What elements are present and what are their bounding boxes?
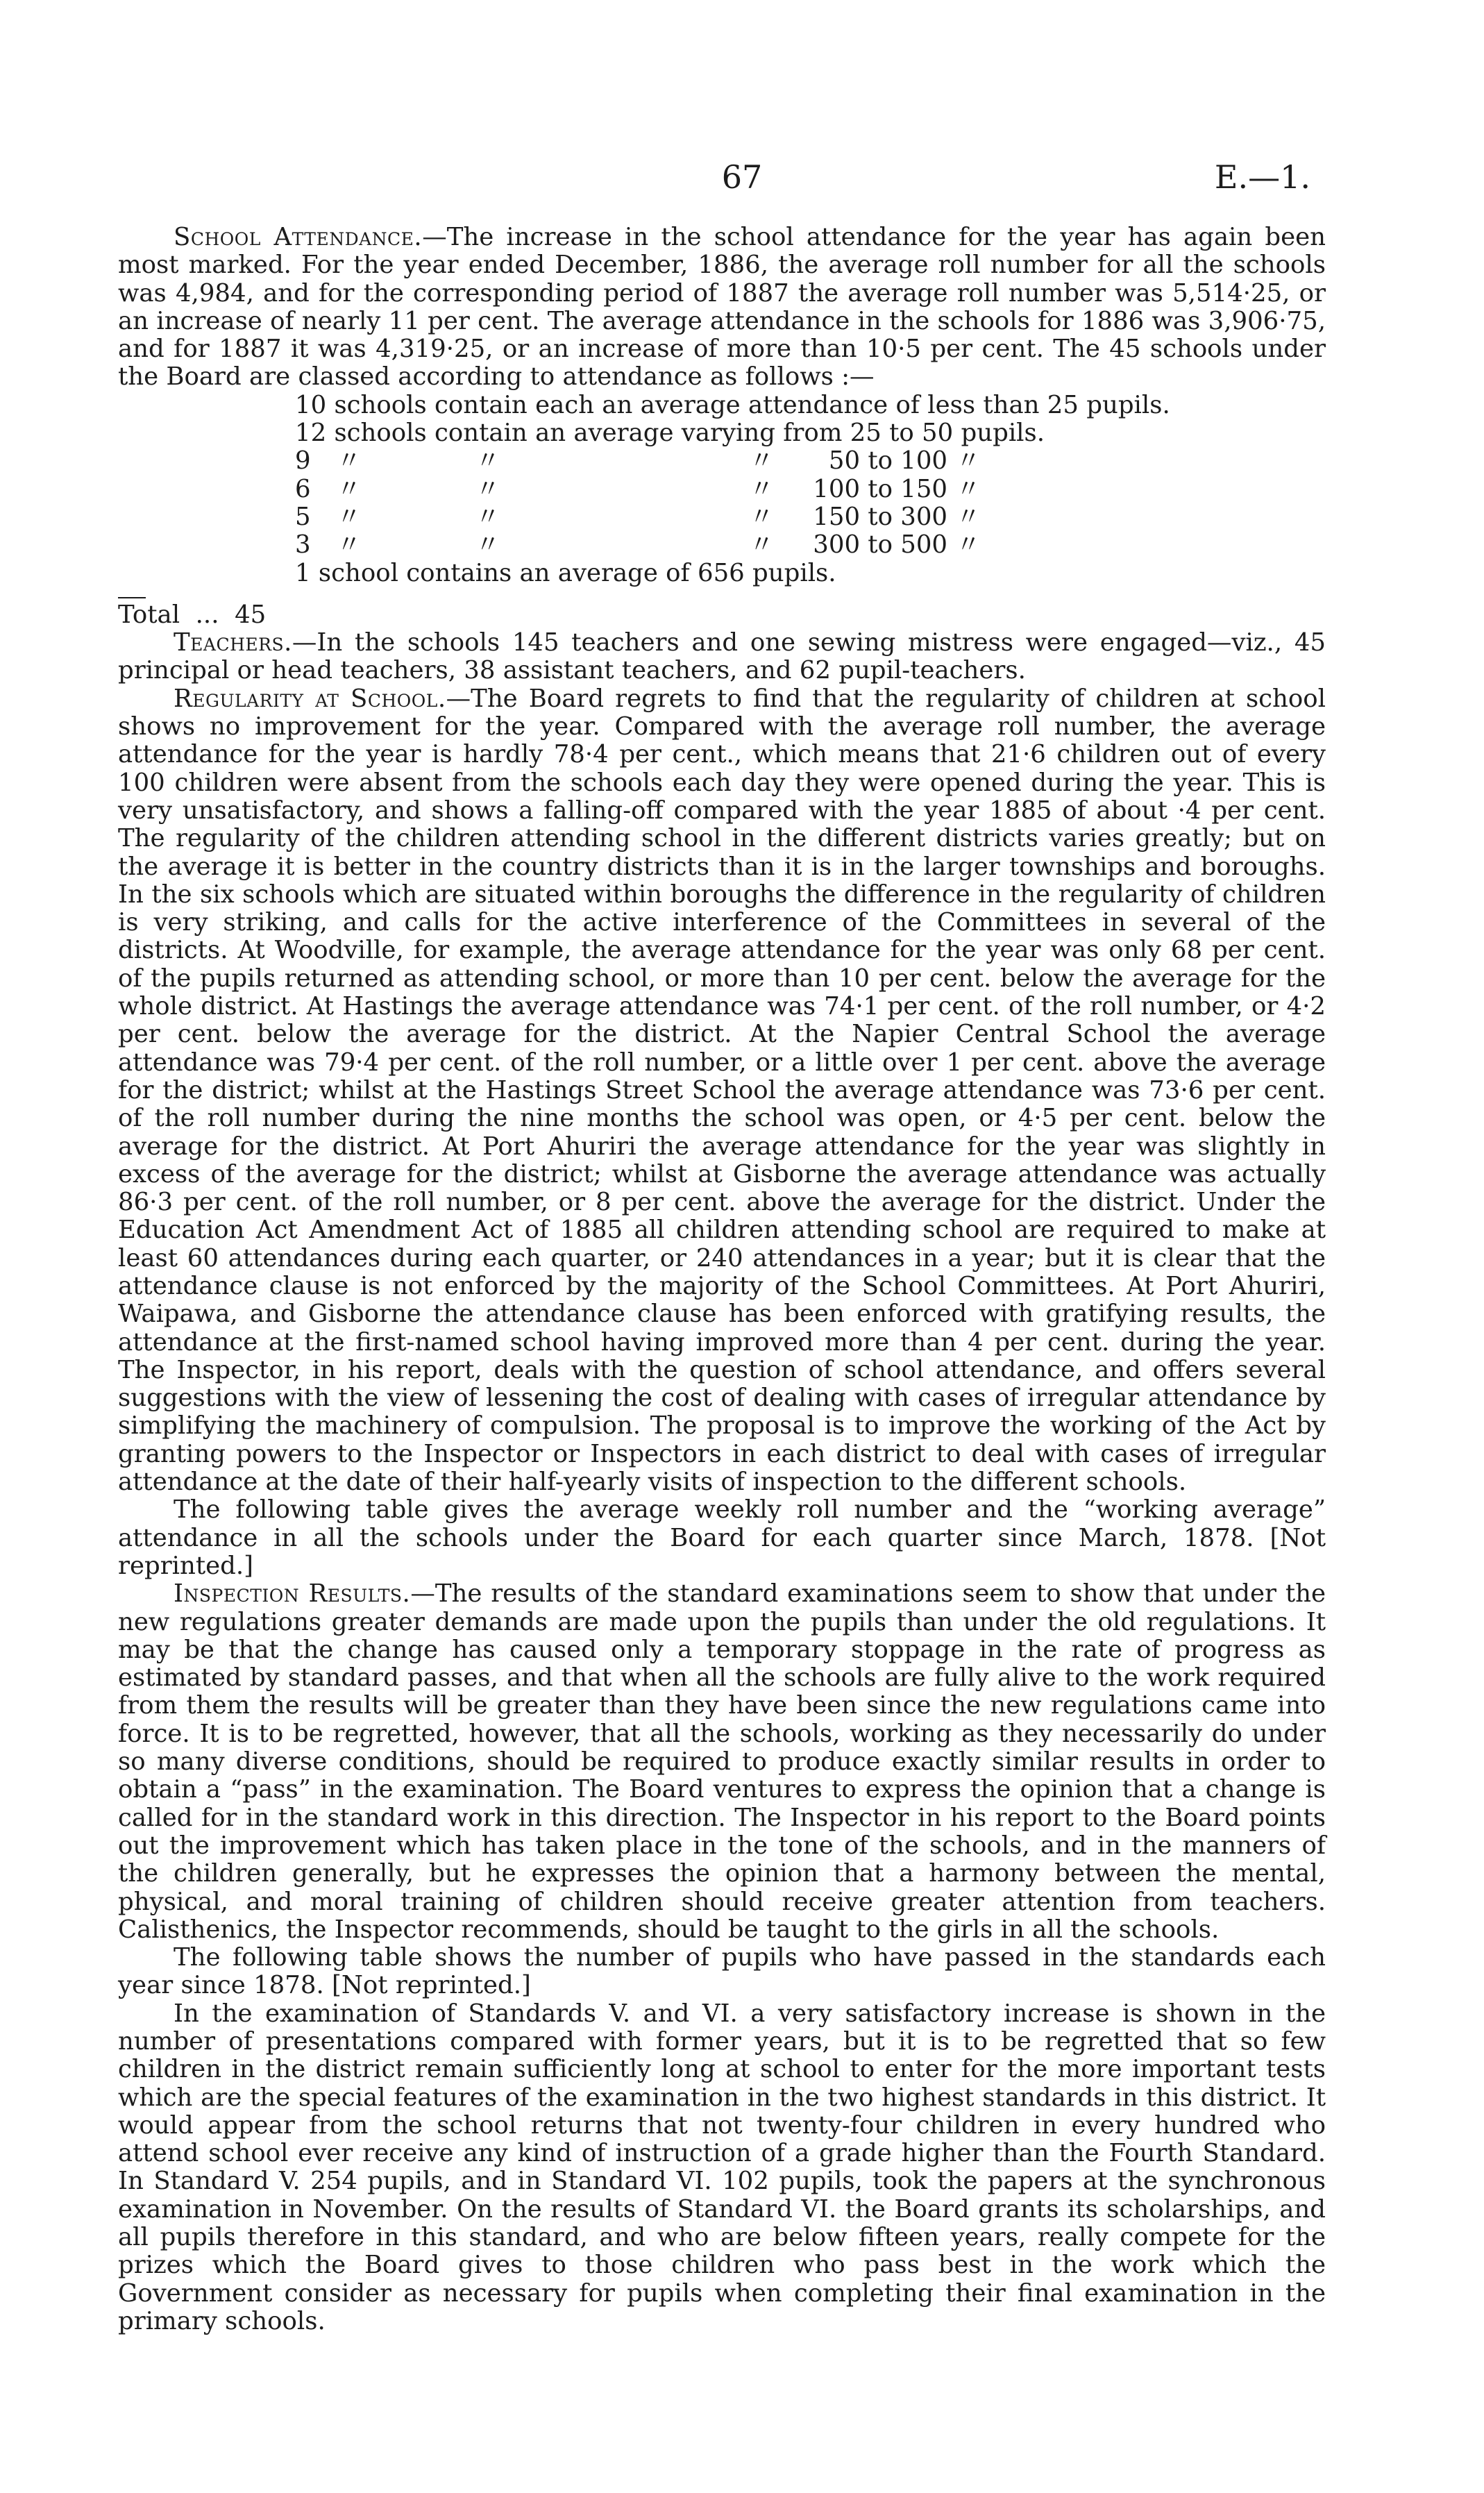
ditto-mark: 〃 xyxy=(749,474,774,503)
ditto-mark: 〃 xyxy=(749,530,774,560)
teachers-text: —In the schools 145 teachers and one sewing mistress were engaged—viz., 45 principal or head teachers, 38 assistant teachers, and 62 pupil-teachers. xyxy=(118,628,1326,685)
list-line xyxy=(295,560,1326,587)
ditto-mark: 〃 xyxy=(337,530,362,560)
attendance-paragraph xyxy=(118,224,1326,392)
inspection-paragraph xyxy=(118,1580,1326,1944)
standards-paragraph: In the examination of Standards V. and VI. a very satisfactory increase is shown in the number of presentations compared with former years, but it is to be regretted that so few children in the district remain sufficiently long at school to enter for the more important tests which are the special features of the examination in the two highest standards in this district. It would appear from the school returns that not twenty-four children in every hundred who attend school ever receive any kind of instruction of a grade higher than the Fourth Standard. In Standard V. 254 pupils, and in Standard VI. 102 pupils, took the papers at the synchronous examination in November. On the results of Standard VI. the Board grants its scholarships, and all pupils therefore in this standard, and who are below fifteen years, really compete for the prizes which the Board gives to those children who pass best in the work which the Government consider as necessary for pupils when completing their final examination in the primary schools. xyxy=(118,1999,1326,2335)
list-line-text: 1 school contains an average of 656 pupils. xyxy=(295,558,836,587)
ditto-mark: 〃 xyxy=(475,502,500,531)
pupil-range: 150 to 300 xyxy=(813,502,947,531)
pupil-range: 50 to 100 xyxy=(828,446,947,476)
list-line-text: 12 schools contain an average varying from 25 to 50 pupils. xyxy=(295,419,1045,448)
inspection-heading: Inspection Results. xyxy=(174,1579,411,1609)
pupil-range: 300 to 500 xyxy=(813,530,947,560)
ditto-mark: 〃 xyxy=(337,502,362,531)
ditto-mark: 〃 xyxy=(956,530,981,560)
body-text xyxy=(118,224,1326,2335)
ditto-mark: 〃 xyxy=(956,474,981,503)
ditto-mark: 〃 xyxy=(749,446,774,476)
inspection-text: —The results of the standard examinations seem to show that under the new regulations greater demands are made upon the pupils than under the old regulations. It may be that the change has caused only a temporary stoppage in the rate of progress as estimated by standard passes, and that when all the schools are fully alive to the work required from them the results will be greater than they have been since the new regulations came into force. It is to be regretted, however, that all the schools, working as they necessarily do under so many diverse conditions, should be required to produce exactly similar results in order to obtain a “pass” in the examination. The Board ventures to express the opinion that a change is called for in the standard work in this direction. The Inspector in his report to the Board points out the improvement which has taken place in the tone of the schools, and in the manners of the children generally, but he expresses the opinion that a harmony between the mental, physical, and moral training of children should receive greater attention from teachers. Calisthenics, the Inspector recommends, should be taught to the girls in all the schools. xyxy=(118,1579,1326,1944)
attendance-text: —The increase in the school attendance for the year has again been most marked. For the year ended December, 1886, the average roll number for all the schools was 4,984, and for the corresponding period of 1887 the average roll number was 5,514·25, or an increase of nearly 11 per cent. The average attendance in the schools for 1886 was 3,906·75, and for 1887 it was 4,319·25, or an increase of more than 10·5 per cent. The 45 schools under the Board are classed according to attendance as follows :— xyxy=(118,223,1326,392)
list-row xyxy=(295,476,1326,503)
teachers-paragraph xyxy=(118,629,1326,685)
total-line: Total ... 45 xyxy=(118,600,267,629)
list-row xyxy=(295,531,1326,559)
school-count: 3 xyxy=(295,530,311,560)
total-rule xyxy=(118,597,146,598)
attendance-heading: School Attendance. xyxy=(174,223,423,251)
teachers-heading: Teachers. xyxy=(174,628,292,657)
table-note-standards: The following table shows the number of pupils who have passed in the standards each year since 1878. [Not reprinted.] xyxy=(118,1943,1326,2000)
attendance-classification-list xyxy=(295,392,1326,587)
ditto-mark: 〃 xyxy=(475,474,500,503)
regularity-paragraph xyxy=(118,685,1326,1497)
page-number: 67 xyxy=(721,158,763,196)
list-line-text: 10 schools contain each an average attendance of less than 25 pupils. xyxy=(295,390,1170,419)
regularity-text: —The Board regrets to find that the regularity of children at school shows no improvement for the year. Compared with the average roll number, the average attendance for the year is hardly 78·4 per cent., which means that 21·6 children out of every 100 children were absent from the schools each day they were opened during the year. This is very unsatisfactory, and shows a falling-off compared with the year 1885 of about ·4 per cent. The regularity of the children attending school in the different districts varies greatly; but on the average it is better in the country districts than it is in the larger townships and boroughs. In the six schools which are situated within boroughs the difference in the regularity of children is very striking, and calls for the active interference of the Committees in several of the districts. At Woodville, for example, the average attendance for the year was only 68 per cent. of the pupils returned as attending school, or more than 10 per cent. below the average for the whole district. At Hastings the average attendance was 74·1 per cent. of the roll number, or 4·2 per cent. below the average for the district. At the Napier Central School the average attendance was 79·4 per cent. of the roll number, or a little over 1 per cent. above the average for the district; whilst at the Hastings Street School the average attendance was 73·6 per cent. of the roll number during the nine months the school was open, or 4·5 per cent. below the average for the district. At Port Ahuriri the average attendance for the year was slightly in excess of the average for the district; whilst at Gisborne the average attendance was actually 86·3 per cent. of the roll number, or 8 per cent. above the average for the district. Under the Education Act Amendment Act of 1885 all children attending school are required to make at least 60 attendances during each quarter, or 240 attendances in a year; but it is clear that the attendance clause is not enforced by the majority of the School Committees. At Port Ahuriri, Waipawa, and Gisborne the attendance clause has been enforced with gratifying results, the attendance at the first-named school having improved more than 4 per cent. during the year. The Inspector, in his report, deals with the question of school attendance, and offers several suggestions with the view of lessening the cost of dealing with cases of irregular attendance by simplifying the machinery of compulsion. The proposal is to improve the working of the Act by granting powers to the Inspector or Inspectors in each district to deal with cases of irregular attendance at the date of their half-yearly visits of inspection to the different schools. xyxy=(118,684,1326,1497)
pupil-range: 100 to 150 xyxy=(813,474,947,503)
school-count: 5 xyxy=(295,502,311,531)
table-note-attendance: The following table gives the average weekly roll number and the “working average” attendance in all the schools under the Board for each quarter since March, 1878. [Not reprinted.] xyxy=(118,1495,1326,1580)
list-line xyxy=(295,392,1326,419)
ditto-mark: 〃 xyxy=(956,502,981,531)
ditto-mark: 〃 xyxy=(956,446,981,476)
list-row xyxy=(295,447,1326,475)
ditto-mark: 〃 xyxy=(475,446,500,476)
regularity-heading: Regularity at School. xyxy=(174,684,446,713)
school-count: 6 xyxy=(295,474,311,503)
list-row xyxy=(295,503,1326,531)
school-count: 9 xyxy=(295,446,311,476)
ditto-mark: 〃 xyxy=(337,446,362,476)
ditto-mark: 〃 xyxy=(749,502,774,531)
list-line xyxy=(295,419,1326,447)
ditto-mark: 〃 xyxy=(475,530,500,560)
document-reference: E.—1. xyxy=(1214,158,1310,196)
ditto-mark: 〃 xyxy=(337,474,362,503)
